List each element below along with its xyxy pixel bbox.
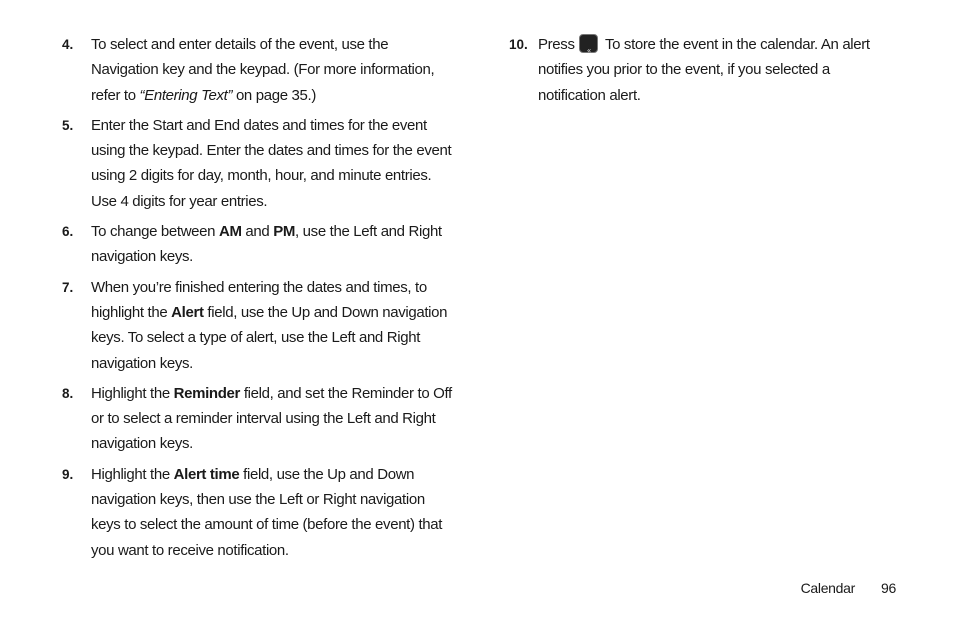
text-run: field, use the Up and Down navigation keys, then use the Left or Right navigation keys to select the amount of time (before the event) that you want to receive notification. <box>91 465 443 559</box>
step-number: 8. <box>62 385 74 401</box>
step-number: 10. <box>509 37 528 52</box>
text-run: Enter the Start and End dates and times for the event using the keypad. Enter the dates and times for the event using 2 digits for day, month, hour, and minute entries. Use 4 digits for year entries. <box>91 116 452 210</box>
step-text <box>91 219 454 270</box>
step-number: 7. <box>62 279 74 295</box>
text-run: To select and enter details of the event, use the Navigation key and the keypad. (For more information, refer to <box>91 36 435 104</box>
bold-term: Reminder <box>173 384 241 402</box>
bold-term: Alert <box>171 303 204 321</box>
footer-section-title: Calendar <box>800 580 856 596</box>
step-item <box>62 32 454 108</box>
text-run: field, use the Up and Down navigation keys. To select a type of alert, use the Left and Right navigation keys. <box>91 303 448 372</box>
step-text <box>91 113 454 214</box>
text-run: on page 35.) <box>232 86 316 104</box>
text-run: field, and set the Reminder to Off or to select a reminder interval using the Left and Right navigation keys. <box>91 384 452 453</box>
step-number: 5. <box>62 117 74 133</box>
step-text <box>91 32 454 108</box>
page-number: 96 <box>881 580 896 596</box>
bold-term: AM <box>218 223 242 241</box>
step-number: 9. <box>62 466 74 482</box>
bold-term: Alert time <box>173 465 240 483</box>
step-item <box>62 275 454 376</box>
step-text <box>91 275 454 376</box>
step-item <box>62 113 454 214</box>
page-footer <box>740 578 896 598</box>
text-run: Press <box>538 36 579 53</box>
text-run: To store the event in the calendar. An alert notifies you prior to the event, if you selected a notification alert. <box>538 36 870 104</box>
step-text <box>91 381 454 457</box>
text-run: When you’re finished entering the dates and times, to highlight the <box>91 278 427 321</box>
step-text <box>91 462 454 563</box>
back-key-icon <box>579 34 598 53</box>
right-column <box>509 32 901 113</box>
text-run: Highlight the <box>91 384 174 402</box>
step-item <box>62 462 454 563</box>
text-run: To change between <box>91 223 219 241</box>
bold-term: PM <box>273 223 296 241</box>
cross-reference: “Entering Text” <box>139 86 233 104</box>
step-number: 6. <box>62 224 74 240</box>
text-run: Highlight the <box>91 465 174 483</box>
left-column <box>62 32 454 568</box>
step-number: 4. <box>62 37 74 52</box>
step-item <box>509 32 901 108</box>
step-text <box>538 32 901 108</box>
step-item <box>62 219 454 270</box>
text-run: and <box>241 223 274 241</box>
step-item <box>62 381 454 457</box>
text-run: , use the Left and Right navigation keys. <box>91 223 442 266</box>
